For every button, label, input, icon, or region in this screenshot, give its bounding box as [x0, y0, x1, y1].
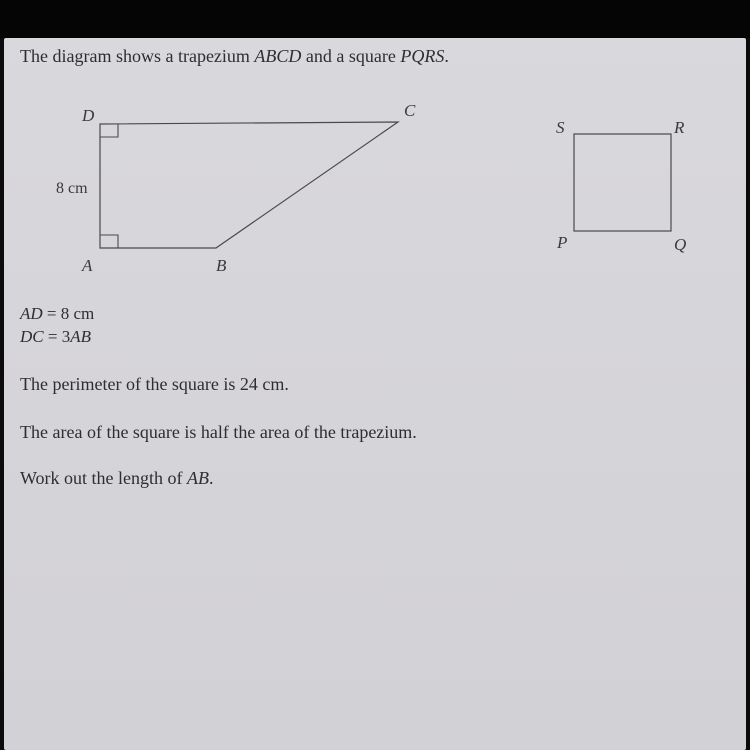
right-angle-marker-d — [100, 124, 118, 137]
vertex-label-s: S — [556, 118, 565, 137]
perimeter-statement: The perimeter of the square is 24 cm. — [20, 374, 289, 394]
given-ad — [20, 304, 94, 324]
given-dc-lhs: DC — [20, 327, 44, 346]
question-variable: AB — [187, 468, 210, 488]
intro-square-name: PQRS — [400, 46, 445, 66]
intro-end: . — [444, 46, 449, 66]
area-statement: The area of the square is half the area of the trapezium. — [20, 422, 417, 442]
intro-mid: and a square — [301, 46, 401, 66]
vertex-label-a: A — [82, 256, 93, 275]
intro-trapezium-name: ABCD — [254, 46, 302, 66]
question-lead: Work out the length of — [20, 468, 188, 488]
vertex-label-q: Q — [674, 235, 687, 254]
given-dc — [20, 327, 91, 347]
vertex-label-b: B — [216, 256, 227, 275]
square-pqrs — [574, 134, 671, 231]
right-angle-marker-a — [100, 235, 118, 248]
vertex-label-p: P — [557, 233, 568, 252]
given-dc-rhs: AB — [70, 327, 91, 346]
given-ad-lhs: AD — [20, 304, 43, 323]
given-ad-rhs: = 8 cm — [42, 304, 95, 323]
question — [20, 468, 214, 489]
vertex-label-d: D — [82, 106, 95, 125]
question-end: . — [209, 468, 214, 488]
intro-lead: The diagram shows a trapezium — [20, 46, 255, 66]
side-length-label: 8 cm — [56, 180, 88, 197]
given-dc-mid: = 3 — [43, 327, 71, 346]
vertex-label-c: C — [404, 101, 416, 120]
vertex-label-r: R — [674, 118, 685, 137]
trapezium-abcd — [100, 122, 398, 248]
